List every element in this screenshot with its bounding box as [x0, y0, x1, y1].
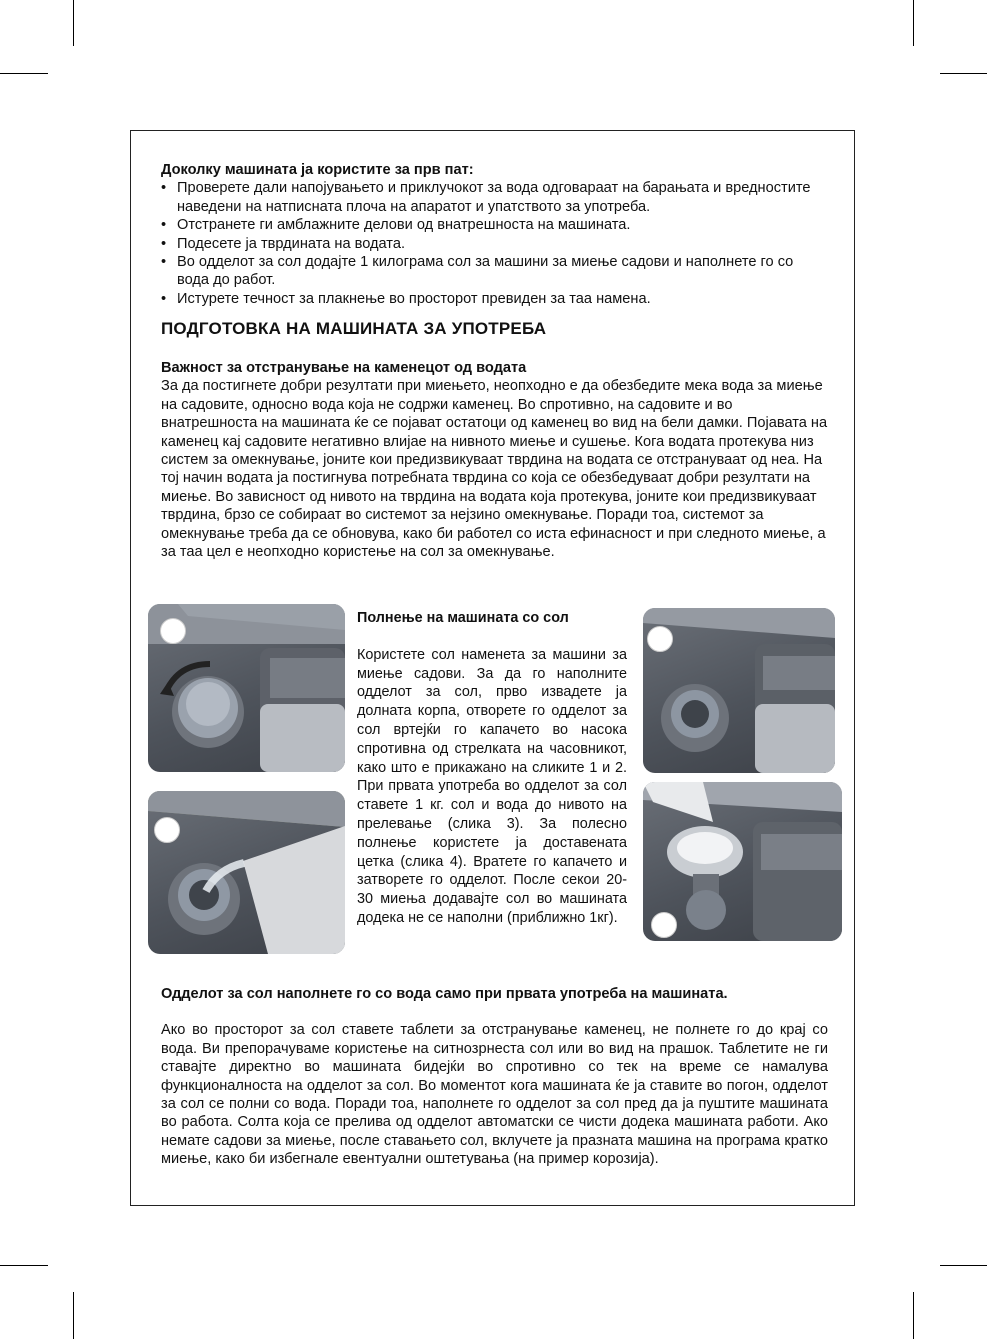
notice-paragraph: Ако во просторот за сол ставете таблети за отстранување каменец, не полнете го до крај со вода. Ви препорачуваме користење на ситнозрнеста сол или во вид на прашок. Таблетите не ги ставајте директно во машината бидејќи во спротивно со тек на време се намалува функционалноста на одделот за сол. Во моментот кога машината ќе ја ставите во погон, одделот за сол се полни со вода. Поради тоа, наполнете го одделот за сол пред да ја пуштите машината во работа. Солта која се прелива од одделот автоматски се чисти додека машината работи. Ако немате садови за миење, после ставањето сол, вклучете ја празната машина на програма кратко миење, како би избегнале евентуални оштетувања (на пример корозија). [161, 1022, 828, 1168]
list-item: • Истурете течност за плакнење во просторот превиден за таа намена. [161, 290, 828, 308]
section-title: ПОДГОТОВКА НА МАШИНАТА ЗА УПОТРЕБА [161, 319, 547, 338]
softening-heading: Важност за отстранување на каменецот од водата [161, 360, 527, 376]
figure-number-badge [154, 817, 180, 843]
intro-heading: Доколку машината ја користите за прв пат: [161, 162, 474, 178]
figure-3-image [148, 791, 345, 954]
notice-section [161, 985, 828, 1169]
figure-number-badge [651, 912, 677, 938]
softening-paragraph: За да постигнете добри резултати при миењето, неопходно е да обезбедите мека вода за миење на садовите, односно вода која не содржи каменец. Во спротивно, на садовите и во внатрешноста на машината ќе се појават остатоци од каменец во вид на бели дамки. Појавата на каменец кај садовите негативно влијае на нивното миење и сушење. Кога водата протекува низ систем за омекнување, јоните кои предизвикуваат тврдина на водата се отстрануваат од неа. На тој начин водата ја постигнува потребната тврдина со која се обезбедуваат добри резултати на миење. Во зависност од нивото на тврдина на водата која протекува, јоните кои предизвикуваат тврдина, брзо се собираат во системот за нејзино омекнување. Поради тоа, системот за омекнување треба да се обновува, како би работел со иста ефинасност и при следното миење, а за таа цел е неопходно користење на сол за омекнување. [161, 378, 828, 561]
crop-mark [913, 0, 914, 46]
figure-number-badge [647, 626, 673, 652]
filling-heading: Полнење на машината со сол [357, 610, 569, 626]
notice-heading: Одделот за сол наполнете го со вода само при првата употреба на машината. [161, 986, 728, 1002]
crop-mark [913, 1292, 914, 1339]
figure-4-image [643, 782, 842, 941]
crop-mark [73, 0, 74, 46]
intro-list [161, 179, 828, 308]
softening-section [161, 359, 828, 561]
page-frame [130, 130, 855, 1206]
list-item: • Отстранете ги амблажните делови од внатрешноста на машината. [161, 216, 828, 234]
filling-section [357, 609, 627, 928]
filling-paragraph: Користете сол наменета за машини за миење садови. За да го наполните одделот за сол, прво извадете ја долната корпа, отворете го одделот за сол вртејќи го капачето во насока спротивна од стрелката на часовникот, како што е прикажано на сликите 1 и 2. При првата употреба во одделот за сол ставете 1 кг. сол и вода до нивото на прелевање (слика 3). За полесно полнење користете ја доставената цетка (слика 4). Вратете го капачето и затворете го одделот. После секои 20-30 миења додавајте сол во машината додека не се наполни (приближно 1кг). [357, 646, 627, 926]
list-item: • Во одделот за сол додајте 1 килограма сол за машини за миење садови и наполнете го со вода до работ. [161, 253, 828, 290]
crop-mark [0, 1265, 48, 1266]
crop-mark [0, 73, 48, 74]
figure-2-image [643, 608, 835, 773]
figure-1-image [148, 604, 345, 772]
list-item: • Проверете дали напојувањето и приклучокот за вода одговараат на барањата и вредностите наведени на натписната плоча на апаратот и упатството за употреба. [161, 179, 828, 216]
figure-number-badge [160, 618, 186, 644]
crop-mark [940, 1265, 987, 1266]
list-item: • Подесете ја тврдината на водата. [161, 235, 828, 253]
crop-mark [940, 73, 987, 74]
crop-mark [73, 1292, 74, 1339]
intro-section [161, 161, 828, 308]
